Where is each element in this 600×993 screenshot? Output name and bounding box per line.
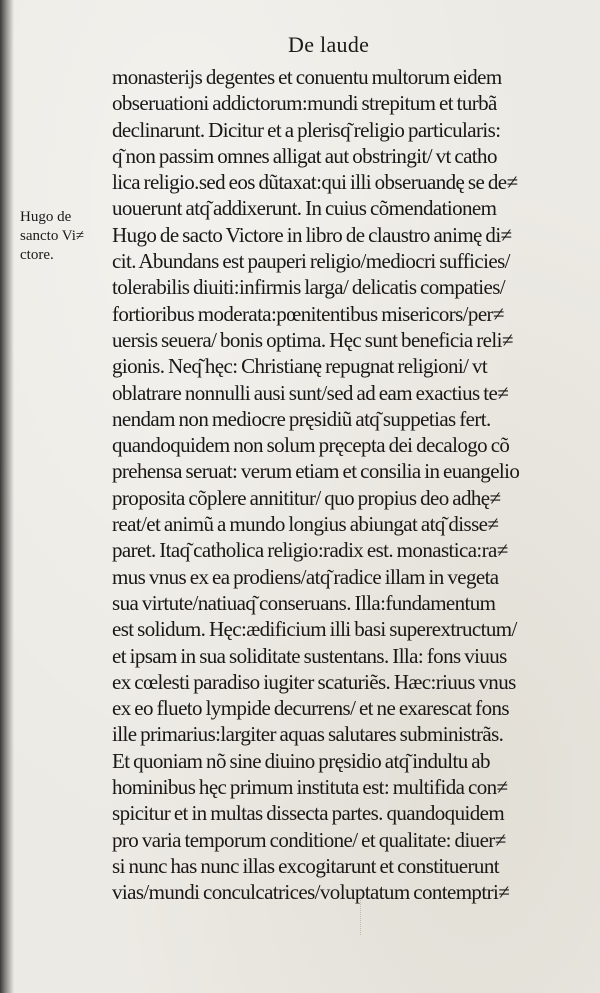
text-line: est solidum. Hęc:ædificium illi basi superextructum/ [112,617,517,642]
text-line: uouerunt atq͂ addixerunt. In cuius cõmendationem [112,196,497,221]
text-line: et ipsam in sua soliditate sustentans. Illa: fons viuus [112,643,507,668]
text-line: monasterijs degentes et conuentu multorum eidem [112,65,502,89]
gutter-shadow [0,0,14,993]
text-line: mus vnus ex ea prodiens/atq͂ radice illam in vegeta [112,564,499,589]
paper-crease [360,895,383,935]
text-line: lica religio.sed eos dũtaxat:qui illi obseruandę se de≠ [112,170,518,195]
text-line: uersis seuera/ bonis optima. Hęc sunt beneficia reli≠ [112,327,513,352]
marginal-note-line: ctore. [20,247,54,263]
marginal-note [20,208,112,265]
text-line: vias/mundi conculcatrices/voluptatum contemptri≠ [112,880,510,905]
text-line: Et quoniam nõ sine diuino pręsidio atq͂ indultu ab [112,748,490,773]
text-line: declinarunt. Dicitur et a plerisq͂ religio particularis: [112,117,501,142]
marginal-note-line: Hugo de [20,209,72,225]
text-line: prehensa seruat: verum etiam et consilia in euangelio [112,459,520,484]
text-line: tolerabilis diuiti:infirmis larga/ delicatis compaties/ [112,275,506,300]
text-line: ille primarius:largiter aquas salutares subministrãs. [112,722,504,747]
text-line: gionis. Neq͂ hęc: Christianę repugnat religioni/ vt [112,354,488,379]
text-line: quandoquidem non solum pręcepta dei decalogo cõ [112,433,510,458]
text-line: ex eo flueto lympide decurrens/ et ne exarescat fons [112,696,509,721]
text-line: si nunc has nunc illas excogitarunt et constituerunt [112,853,499,878]
text-line: obseruationi addictorum:mundi strepitum et turbã [112,91,497,116]
main-text-block [112,64,588,906]
text-line: proposita cõplere annititur/ quo propius deo adhę≠ [112,485,501,510]
text-line: Hugo de sacto Victore in libro de claustro animę di≠ [112,222,512,247]
text-line: hominibus hęc primum instituta est: multifida con≠ [112,775,508,800]
text-line: sua virtute/natiuaq͂ conseruans. Illa:fundamentum [112,590,496,615]
text-line: ex cœlesti paradiso iugiter scaturiẽs. Hæc:riuus vnus [112,669,516,694]
text-line: fortioribus moderata:pœnitentibus misericors/per≠ [112,301,504,326]
marginal-note-line: sancto Vi≠ [20,228,85,244]
text-line: pro varia temporum conditione/ et qualitate: diuer≠ [112,827,506,852]
text-line: reat/et animũ a mundo longius abiungat atq͂ disse≠ [112,512,499,537]
text-line: oblatrare nonnulli ausi sunt/sed ad eam exactius te≠ [112,380,509,405]
text-line: paret. Itaq͂ catholica religio:radix est. monastica:ra≠ [112,538,508,563]
text-line: nendam non mediocre pręsidiũ atq͂ suppetias fert. [112,406,491,431]
text-line: cit. Abundans est pauperi religio/mediocri sufficies/ [112,249,510,274]
running-head: De laude [288,32,370,57]
text-line: spicitur et in multas dissecta partes. quandoquidem [112,801,505,826]
text-line: q͂ non passim omnes alligat aut obstringit/ vt catho [112,143,497,168]
